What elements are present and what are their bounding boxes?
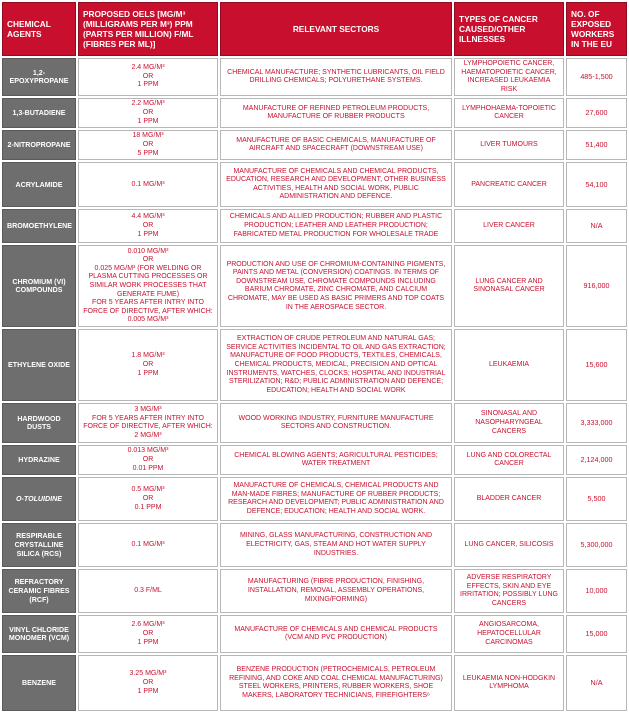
table-row [2, 445, 627, 475]
header-cancer: TYPES OF CANCER CAUSED/OTHER ILLNESSES [454, 2, 564, 56]
workers-cell: N/A [566, 209, 627, 243]
table-row [2, 58, 627, 96]
oel-line: OR [142, 630, 154, 638]
workers-cell: 2,124,000 [566, 445, 627, 475]
table-row [2, 329, 627, 401]
oel-cell [78, 615, 218, 653]
header-oels: PROPOSED OELS [MG/M³ (MILLIGRAMS PER M³) PPM (PARTS PER MILLION) F/ML (FIBRES PER ML)] [78, 2, 218, 56]
oel-line: 1 PPM [137, 638, 159, 646]
agent-cell: BENZENE [2, 655, 76, 711]
oel-line: FOR 5 YEARS AFTER INTRY INTO FORCE OF DIRECTIVE, AFTER WHICH: 0.005 MG/M³ [83, 299, 213, 324]
table-row [2, 162, 627, 207]
agent-cell: BROMOETHYLENE [2, 209, 76, 243]
oel-line: 1 PPM [137, 369, 159, 377]
table-row [2, 209, 627, 243]
workers-cell: 54,100 [566, 162, 627, 207]
oel-line: 0.010 MG/M³ [127, 247, 169, 255]
agent-cell: HARDWOOD DUSTS [2, 403, 76, 443]
oel-line: OR [142, 109, 154, 117]
oel-line: 0.1 PPM [134, 503, 162, 511]
workers-cell: 10,000 [566, 569, 627, 613]
cancer-cell: LUNG CANCER AND SINONASAL CANCER [454, 245, 564, 327]
cancer-cell: LUNG CANCER, SILICOSIS [454, 523, 564, 567]
oel-line: 5 PPM [137, 149, 159, 157]
agent-cell: 2-NITROPROPANE [2, 130, 76, 160]
oel-line: OR [142, 222, 154, 230]
sectors-cell: WOOD WORKING INDUSTRY, FURNITURE MANUFACTURE SECTORS AND CONSTRUCTION. [220, 403, 452, 443]
oel-line: OR [142, 456, 154, 464]
cancer-cell: LYMPHOHAEMA-TOPOIETIC CANCER [454, 98, 564, 128]
agent-cell: 1,2-EPOXYPROPANE [2, 58, 76, 96]
agent-cell: CHROMIUM (VI) COMPOUNDS [2, 245, 76, 327]
sectors-cell: EXTRACTION OF CRUDE PETROLEUM AND NATURAL GAS; SERVICE ACTIVITIES INCIDENTAL TO OIL AND GAS EXTRACTION; MANUFACTURE OF FOOD PRODUCTS, TEXTILES, CHEMICALS, CHEMICAL PRODUCTS, MEDICAL, PRECISION AND OPTICAL INSTRUMENTS, WATCHES, CLOCKS; HOSPITAL AND INDUSTRIAL STERILIZATION; R&D; PUBLIC ADMINISTRATION AND DEFENCE; EDUCATION; HEALTH AND SOCIAL WORK [220, 329, 452, 401]
oel-line: 3 MG/M³ [134, 406, 162, 414]
oel-cell [78, 329, 218, 401]
agent-cell: 1,3-BUTADIENE [2, 98, 76, 128]
header-workers: NO. OF EXPOSED WORKERS IN THE EU [566, 2, 627, 56]
oel-cell [78, 98, 218, 128]
oel-line: 0.013 MG/M³ [127, 447, 169, 455]
oel-line: 1 PPM [137, 117, 159, 125]
cancer-cell: LEUKAEMIA NON-HODGKIN LYMPHOMA [454, 655, 564, 711]
oel-line: FOR 5 YEARS AFTER INTRY INTO FORCE OF DIRECTIVE, AFTER WHICH: 2 MG/M³ [83, 414, 213, 439]
oel-line: 4.4 MG/M³ [131, 213, 165, 221]
workers-cell: N/A [566, 655, 627, 711]
workers-cell: 51,400 [566, 130, 627, 160]
oel-line: OR [142, 256, 154, 264]
workers-cell: 916,000 [566, 245, 627, 327]
cancer-cell: LIVER CANCER [454, 209, 564, 243]
table-row [2, 98, 627, 128]
oel-line: 2.2 MG/M³ [131, 100, 165, 108]
oel-line: 0.025 MG/M³ (FOR WELDING OR PLASMA CUTTING PROCESSES OR SIMILAR WORK PROCESSES THAT GENERATE FUME) [88, 264, 208, 298]
cancer-cell: ADVERSE RESPIRATORY EFFECTS, SKIN AND EYE IRRITATION; POSSIBLY LUNG CANCERS [454, 569, 564, 613]
cancer-cell: ANGIOSARCOMA, HEPATOCELLULAR CARCINOMAS [454, 615, 564, 653]
sectors-cell: PRODUCTION AND USE OF CHROMIUM-CONTAINING PIGMENTS, PAINTS AND METAL (CONVERSION) COATINGS. IN TERMS OF DOWNSTREAM USE, CHROMATE COMPOUNDS INCLUDING BARIUM CHROMATE, ZINC CHROMATE, AND CALCIUM CHROMATE, MAY BE USED AS BASIC PRIMERS AND TOP COATS IN THE AEROSPACE SECTOR. [220, 245, 452, 327]
oel-cell [78, 569, 218, 613]
oel-line: 0.5 MG/M³ [131, 486, 165, 494]
table-row [2, 655, 627, 711]
workers-cell: 27,600 [566, 98, 627, 128]
oel-cell [78, 477, 218, 521]
workers-cell: 15,600 [566, 329, 627, 401]
workers-cell: 5,300,000 [566, 523, 627, 567]
agent-cell: ETHYLENE OXIDE [2, 329, 76, 401]
table-row [2, 403, 627, 443]
table-row [2, 523, 627, 567]
agent-cell: O-TOLUIDINE [2, 477, 76, 521]
sectors-cell: MANUFACTURE OF CHEMICALS AND CHEMICAL PRODUCTS (VCM AND PVC PRODUCTION) [220, 615, 452, 653]
oel-line: 0.1 MG/M³ [131, 541, 165, 549]
header-row [2, 2, 627, 56]
oel-line: 18 MG/M³ [132, 132, 164, 140]
oel-line: OR [142, 141, 154, 149]
oel-line: 1 PPM [137, 687, 159, 695]
header-sectors: RELEVANT SECTORS [220, 2, 452, 56]
sectors-cell: CHEMICALS AND ALLIED PRODUCTION; RUBBER AND PLASTIC PRODUCTION; LEATHER AND LEATHER PRODUCTION; FABRICATED METAL PRODUCTION FOR WHOLESALE TRADE [220, 209, 452, 243]
oel-cell [78, 245, 218, 327]
oel-line: OR [142, 361, 154, 369]
workers-cell: 15,000 [566, 615, 627, 653]
agent-cell: REFRACTORY CERAMIC FIBRES (RCF) [2, 569, 76, 613]
table-row [2, 477, 627, 521]
oel-line: 2.6 MG/M³ [131, 621, 165, 629]
oel-line: 0.3 F/ML [134, 587, 162, 595]
oel-line: 3.25 MG/M³ [129, 670, 167, 678]
oel-line: 1.8 MG/M³ [131, 352, 165, 360]
header-agent: CHEMICAL AGENTS [2, 2, 76, 56]
cancer-cell: LUNG AND COLORECTAL CANCER [454, 445, 564, 475]
oel-line: 1 PPM [137, 230, 159, 238]
cancer-cell: PANCREATIC CANCER [454, 162, 564, 207]
sectors-cell: MANUFACTURE OF CHEMICALS, CHEMICAL PRODUCTS AND MAN-MADE FIBRES; MANUFACTURE OF RUBBER PRODUCTS; RESEARCH AND DEVELOPMENT; PUBLIC ADMINISTRATION AND DEFENCE; EDUCATION; HEALTH AND SOCIAL WORK. [220, 477, 452, 521]
sectors-cell: CHEMICAL BLOWING AGENTS; AGRICULTURAL PESTICIDES; WATER TREATMENT [220, 445, 452, 475]
oel-line: 2.4 MG/M³ [131, 64, 165, 72]
workers-cell: 485-1,500 [566, 58, 627, 96]
oel-cell [78, 445, 218, 475]
oel-line: 1 PPM [137, 81, 159, 89]
oel-cell [78, 162, 218, 207]
cancer-cell: BLADDER CANCER [454, 477, 564, 521]
oel-cell [78, 655, 218, 711]
oel-cell [78, 130, 218, 160]
oel-cell [78, 209, 218, 243]
sectors-cell: CHEMICAL MANUFACTURE; SYNTHETIC LUBRICANTS, OIL FIELD DRILLING CHEMICALS; POLYURETHANE SYSTEMS. [220, 58, 452, 96]
workers-cell: 5,500 [566, 477, 627, 521]
cancer-cell: SINONASAL AND NASOPHARYNGEAL CANCERS [454, 403, 564, 443]
oel-cell [78, 403, 218, 443]
agent-cell: ACRYLAMIDE [2, 162, 76, 207]
cancer-cell: LIVER TUMOURS [454, 130, 564, 160]
oel-line: OR [142, 495, 154, 503]
table-row [2, 615, 627, 653]
oel-cell [78, 58, 218, 96]
sectors-cell: BENZENE PRODUCTION (PETROCHEMICALS, PETROLEUM REFINING, AND COKE AND COAL CHEMICAL MANUFACTURING) STEEL WORKERS, PRINTERS, RUBBER WORKERS, SHOE MAKERS, LABORATORY TECHNICIANS, FIREFIGHTERS⁶ [220, 655, 452, 711]
sectors-cell: MINING, GLASS MANUFACTURING, CONSTRUCTION AND ELECTRICITY, GAS, STEAM AND HOT WATER SUPPLY INDUSTRIES. [220, 523, 452, 567]
oel-line: 0.1 MG/M³ [131, 180, 165, 188]
agent-cell: VINYL CHLORIDE MONOMER (VCM) [2, 615, 76, 653]
workers-cell: 3,333,000 [566, 403, 627, 443]
agent-cell: RESPIRABLE CRYSTALLINE SILICA (RCS) [2, 523, 76, 567]
sectors-cell: MANUFACTURING (FIBRE PRODUCTION, FINISHING, INSTALLATION, REMOVAL, ASSEMBLY OPERATIONS, MIXING/FORMING) [220, 569, 452, 613]
agent-cell: HYDRAZINE [2, 445, 76, 475]
cancer-cell: LEUKAEMIA [454, 329, 564, 401]
table-row [2, 130, 627, 160]
table-row [2, 569, 627, 613]
cancer-cell: LYMPHOPOIETIC CANCER, HAEMATOPOIETIC CANCER, INCREASED LEUKAEMIA RISK [454, 58, 564, 96]
oel-line: OR [142, 72, 154, 80]
oel-line: OR [142, 679, 154, 687]
sectors-cell: MANUFACTURE OF BASIC CHEMICALS, MANUFACTURE OF AIRCRAFT AND SPACECRAFT (DOWNSTREAM USE) [220, 130, 452, 160]
sectors-cell: MANUFACTURE OF CHEMICALS AND CHEMICAL PRODUCTS, EDUCATION, RESEARCH AND DEVELOPMENT, OTHER BUSINESS ACTIVITIES, HEALTH AND SOCIAL WORK, PUBLIC ADMINISTRATION AND DEFENCE. [220, 162, 452, 207]
oel-cell [78, 523, 218, 567]
table-row [2, 245, 627, 327]
oel-line: 0.01 PPM [132, 464, 164, 472]
sectors-cell: MANUFACTURE OF REFINED PETROLEUM PRODUCTS, MANUFACTURE OF RUBBER PRODUCTS [220, 98, 452, 128]
